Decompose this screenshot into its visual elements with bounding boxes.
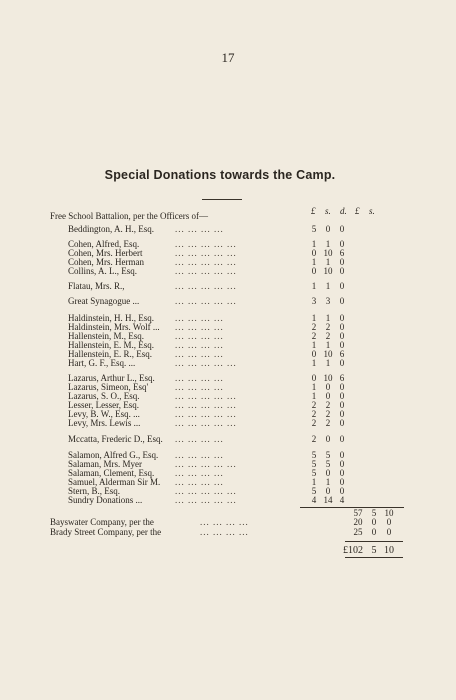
amount-shillings: 5 (325, 450, 331, 460)
donor-name: Lazarus, Arthur L., Esq. (68, 373, 155, 383)
amount-shillings: 14 (323, 495, 333, 505)
leader-dots: ... ... ... ... ... (175, 281, 237, 291)
amount-pence: 0 (339, 434, 345, 444)
amount-pounds: 5 (311, 486, 317, 496)
leader-dots: ... ... ... ... (175, 331, 224, 341)
amount-shillings: 0 (325, 468, 331, 478)
amount-pounds: 5 (311, 459, 317, 469)
amount-shillings: 0 (325, 382, 331, 392)
amount-shillings: 2 (325, 331, 331, 341)
leader-dots: ... ... ... ... (175, 224, 224, 234)
donor-name: Hart, G. F., Esq. ... (68, 358, 136, 368)
amount-pounds: 2 (311, 331, 317, 341)
donor-name: Levy, B. W., Esq. ... (68, 409, 140, 419)
leader-dots: ... ... ... ... (175, 450, 224, 460)
leader-dots: ... ... ... ... ... (175, 248, 237, 258)
company-name: Brady Street Company, per the (50, 527, 162, 537)
amount-shillings: 10 (323, 349, 333, 359)
leader-dots: ... ... ... ... (200, 517, 249, 527)
amount-pence: 0 (339, 468, 345, 478)
amount-shillings: 2 (325, 409, 331, 419)
donor-name: Haldinstein, H. H., Esq. (68, 313, 154, 323)
amount-pence: 6 (339, 248, 345, 258)
amount-shillings: 1 (325, 358, 331, 368)
donor-name: Sundry Donations ... (68, 495, 143, 505)
col-header-pence: d. (340, 206, 347, 216)
subtotal-pounds: 57 (353, 508, 363, 518)
amount-pence: 0 (339, 409, 345, 419)
subtotal-shillings: 5 (371, 508, 377, 518)
total-row (0, 545, 456, 556)
company-pence: 0 (386, 517, 392, 527)
amount-pence: 0 (339, 224, 345, 234)
donor-name: Stern, B., Esq. (68, 486, 121, 496)
donation-row (0, 281, 456, 292)
amount-pence: 0 (339, 418, 345, 428)
section-header-line: Free School Battalion, per the Officers of— (50, 211, 209, 221)
company-name: Bayswater Company, per the (50, 517, 154, 527)
leader-dots: ... ... ... ... (175, 373, 224, 383)
leader-dots: ... ... ... ... ... (175, 296, 237, 306)
donor-name: Haldinstein, Mrs. Wolf ... (68, 322, 160, 332)
amount-shillings: 2 (325, 400, 331, 410)
donation-row (0, 266, 456, 277)
amount-pence: 0 (339, 296, 345, 306)
leader-dots: ... ... ... ... ... (175, 391, 237, 401)
donor-name: Lazarus, Simeon, Esq' (68, 382, 149, 392)
leader-dots: ... ... ... ... ... (175, 400, 237, 410)
amount-pounds: 2 (311, 400, 317, 410)
amount-pounds: 4 (311, 495, 317, 505)
donor-name: Salamon, Alfred G., Esq. (68, 450, 159, 460)
total-underline (345, 557, 403, 558)
amount-pounds: 2 (311, 434, 317, 444)
amount-pence: 0 (339, 391, 345, 401)
amount-pounds: 1 (311, 340, 317, 350)
title-divider (202, 199, 242, 200)
donor-name: Hallenstein, M., Esq. (68, 331, 144, 341)
amount-shillings: 1 (325, 257, 331, 267)
donor-name: Samuel, Alderman Sir M. (68, 477, 161, 487)
company-shillings: 0 (371, 527, 377, 537)
amount-pounds: 0 (311, 349, 317, 359)
amount-pounds: 1 (311, 239, 317, 249)
amount-pounds: 0 (311, 373, 317, 383)
amount-pence: 0 (339, 459, 345, 469)
company-shillings: 0 (371, 517, 377, 527)
total-pence: 10 (384, 545, 394, 556)
col-header-pounds-total: £ (355, 206, 360, 216)
amount-pounds: 1 (311, 382, 317, 392)
amount-pounds: 1 (311, 313, 317, 323)
amount-pence: 0 (339, 281, 345, 291)
amount-pence: 0 (339, 477, 345, 487)
leader-dots: ... ... ... ... ... (175, 418, 237, 428)
company-pence: 0 (386, 527, 392, 537)
donor-name: Collins, A. L., Esq. (68, 266, 138, 276)
amount-shillings: 0 (325, 434, 331, 444)
amount-shillings: 1 (325, 281, 331, 291)
donor-name: Cohen, Alfred, Esq. (68, 239, 140, 249)
amount-pounds: 5 (311, 224, 317, 234)
leader-dots: ... ... ... ... ... (175, 495, 237, 505)
amount-pence: 0 (339, 313, 345, 323)
donor-name: Cohen, Mrs. Herman (68, 257, 144, 267)
donor-name: Lesser, Lesser, Esq. (68, 400, 140, 410)
donation-row (0, 296, 456, 307)
donor-name: Cohen, Mrs. Herbert (68, 248, 143, 258)
amount-shillings: 10 (323, 373, 333, 383)
leader-dots: ... ... ... ... ... (175, 486, 237, 496)
donation-row (0, 358, 456, 369)
donor-name: Mccatta, Frederic D., Esq. (68, 434, 163, 444)
amount-pounds: 1 (311, 391, 317, 401)
leader-dots: ... ... ... ... (175, 477, 224, 487)
amount-shillings: 10 (323, 248, 333, 258)
amount-pounds: 2 (311, 409, 317, 419)
donor-name: Lazarus, S. O., Esq. (68, 391, 140, 401)
amount-pounds: 1 (311, 358, 317, 368)
donor-name: Salaman, Clement, Esq. (68, 468, 155, 478)
amount-pounds: 5 (311, 450, 317, 460)
donor-name: Hallenstein, E. M., Esq. (68, 340, 154, 350)
donor-name: Hallenstein, E. R., Esq. (68, 349, 152, 359)
amount-pounds: 1 (311, 257, 317, 267)
amount-pence: 0 (339, 358, 345, 368)
amount-shillings: 2 (325, 418, 331, 428)
leader-dots: ... ... ... ... (175, 349, 224, 359)
leader-dots: ... ... ... ... (200, 527, 249, 537)
amount-shillings: 1 (325, 477, 331, 487)
col-header-shillings: s. (325, 206, 331, 216)
amount-shillings: 3 (325, 296, 331, 306)
subtotal-pence: 10 (384, 508, 394, 518)
amount-shillings: 1 (325, 313, 331, 323)
amount-pence: 0 (339, 382, 345, 392)
amount-pence: 6 (339, 373, 345, 383)
leader-dots: ... ... ... ... ... (175, 409, 237, 419)
donor-name: Beddington, A. H., Esq. (68, 224, 155, 234)
amount-shillings: 0 (325, 224, 331, 234)
amount-pounds: 3 (311, 296, 317, 306)
company-row (0, 527, 456, 538)
donor-name: Great Synagogue ... (68, 296, 140, 306)
amount-pounds: 0 (311, 248, 317, 258)
leader-dots: ... ... ... ... (175, 382, 224, 392)
amount-pounds: 5 (311, 468, 317, 478)
amount-pence: 6 (339, 349, 345, 359)
leader-dots: ... ... ... ... ... (175, 459, 237, 469)
amount-shillings: 5 (325, 459, 331, 469)
total-pounds: £102 (343, 545, 363, 556)
amount-shillings: 2 (325, 322, 331, 332)
donor-name: Levy, Mrs. Lewis ... (68, 418, 141, 428)
amount-pounds: 0 (311, 266, 317, 276)
amount-shillings: 10 (323, 266, 333, 276)
leader-dots: ... ... ... ... ... (175, 239, 237, 249)
amount-pounds: 2 (311, 418, 317, 428)
amount-shillings: 1 (325, 340, 331, 350)
amount-pence: 0 (339, 266, 345, 276)
amount-pounds: 1 (311, 477, 317, 487)
amount-pounds: 2 (311, 322, 317, 332)
amount-pence: 0 (339, 257, 345, 267)
donor-name: Salaman, Mrs. Myer (68, 459, 142, 469)
total-shillings: 5 (371, 545, 377, 556)
amount-pence: 0 (339, 340, 345, 350)
leader-dots: ... ... ... ... ... (175, 257, 237, 267)
donation-row (0, 418, 456, 429)
leader-dots: ... ... ... ... ... (175, 358, 237, 368)
leader-dots: ... ... ... ... (175, 322, 224, 332)
col-header-pounds: £ (311, 206, 316, 216)
leader-dots: ... ... ... ... (175, 468, 224, 478)
leader-dots: ... ... ... ... (175, 434, 224, 444)
leader-dots: ... ... ... ... ... (175, 266, 237, 276)
page-number: 17 (221, 50, 235, 65)
amount-shillings: 1 (325, 239, 331, 249)
donation-row (0, 495, 456, 506)
amount-pounds: 1 (311, 281, 317, 291)
donation-row (0, 434, 456, 445)
company-pounds: 25 (353, 527, 363, 537)
page-title: Special Donations towards the Camp. (104, 168, 336, 182)
amount-shillings: 0 (325, 391, 331, 401)
amount-pence: 0 (339, 450, 345, 460)
amount-pence: 0 (339, 400, 345, 410)
company-pounds: 20 (353, 517, 363, 527)
leader-dots: ... ... ... ... (175, 340, 224, 350)
amount-pence: 4 (339, 495, 345, 505)
donor-name: Flatau, Mrs. R., (68, 281, 125, 291)
amount-pence: 0 (339, 239, 345, 249)
col-header-shillings-total: s. (369, 206, 375, 216)
leader-dots: ... ... ... ... (175, 313, 224, 323)
total-rule (345, 541, 403, 542)
amount-shillings: 0 (325, 486, 331, 496)
amount-pence: 0 (339, 486, 345, 496)
donation-row (0, 224, 456, 235)
amount-pence: 0 (339, 331, 345, 341)
amount-pence: 0 (339, 322, 345, 332)
